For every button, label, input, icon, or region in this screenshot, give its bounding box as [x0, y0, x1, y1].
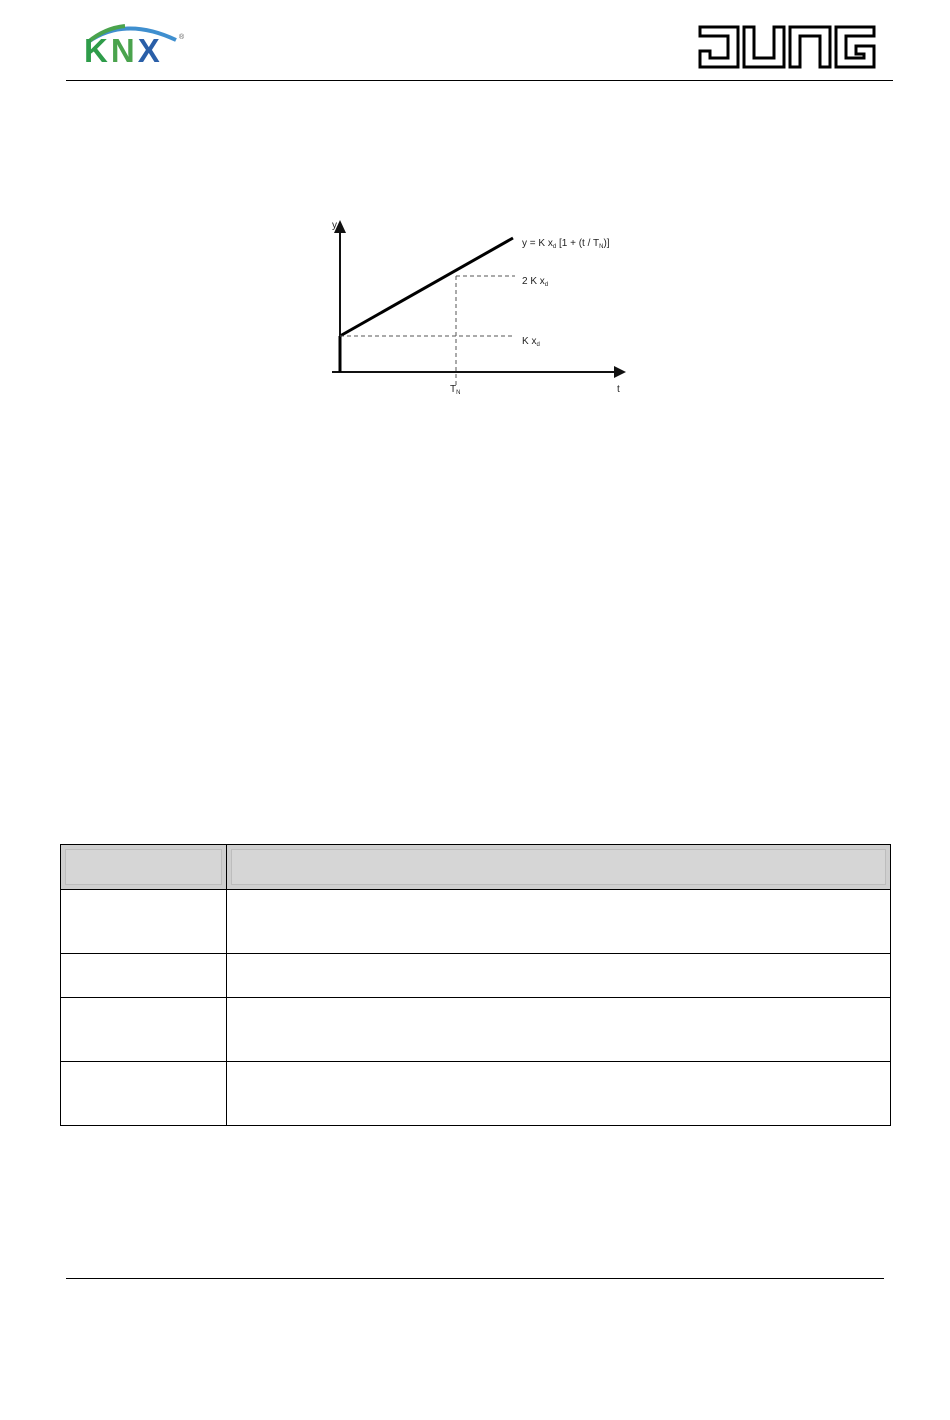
- knx-logo-letters: KNX: [84, 32, 163, 69]
- tn-label: $T_N$: [450, 384, 461, 396]
- table-cell: [61, 998, 227, 1062]
- level-1-label: K $x_d$: [522, 336, 540, 348]
- table-cell: [61, 1062, 227, 1126]
- table-cell: [61, 890, 227, 954]
- table-cell: [227, 954, 891, 998]
- jung-logo: [698, 24, 876, 70]
- ramp-line: [340, 238, 513, 336]
- step-response-diagram: [320, 212, 660, 407]
- table-row: [61, 998, 891, 1062]
- step-response-figure: [320, 212, 660, 407]
- table-header-row: [61, 845, 891, 890]
- table-cell: [227, 1062, 891, 1126]
- parameter-table: [60, 844, 891, 1126]
- table-header-cell-2: [227, 845, 891, 890]
- registered-mark: ®: [179, 34, 185, 41]
- table-cell: [227, 998, 891, 1062]
- table-cell: [61, 954, 227, 998]
- t-axis-label: t: [617, 384, 620, 395]
- footer-rule: [66, 1278, 884, 1279]
- table-row: [61, 890, 891, 954]
- y-axis-label: y: [332, 220, 337, 231]
- header-rule: [66, 80, 893, 81]
- curve-equation-label: y = K $x_d$ $[1 + (t / T_N)]$: [522, 238, 610, 250]
- table-row: [61, 954, 891, 998]
- table-header-cell-1: [61, 845, 227, 890]
- t-axis-arrowhead: [614, 366, 626, 378]
- level-2-label: 2 K $x_d$: [522, 276, 549, 288]
- knx-logo: [80, 18, 190, 70]
- table-row: [61, 1062, 891, 1126]
- table-cell: [227, 890, 891, 954]
